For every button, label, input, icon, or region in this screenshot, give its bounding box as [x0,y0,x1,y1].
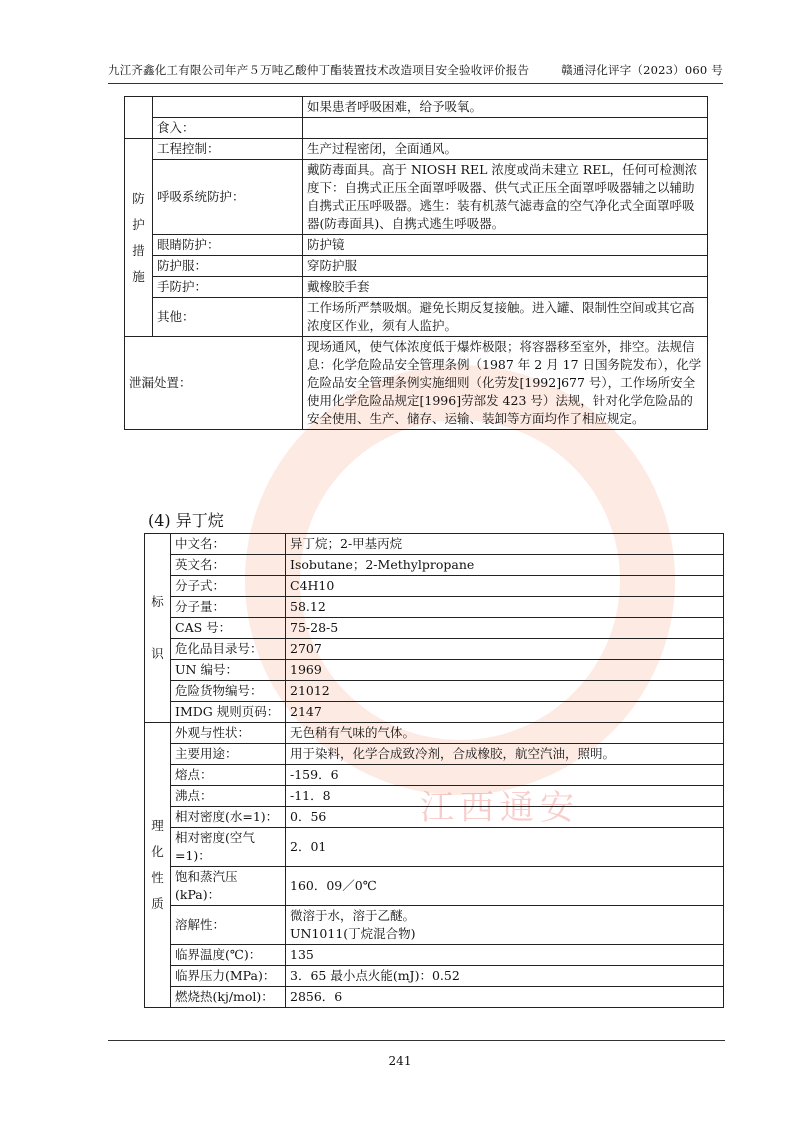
cell-label: 主要用途： [171,744,286,765]
cell-value: 2856．6 [286,987,724,1008]
solubility-note: UN1011(丁烷混合物) [290,926,416,941]
header-report-number: 赣通浔化评字（2023）060 号 [561,63,723,77]
cell-label: 食入： [153,118,303,139]
cell-label: 中文名： [171,534,286,555]
isobutane-properties-table [144,533,724,1008]
cell-label: 临界温度(℃)： [171,945,286,966]
cell-label: 泄漏处置： [125,337,303,430]
cell-label: 溶解性： [171,906,286,945]
table-row [145,639,724,660]
cell-label: 相对密度(空气=1)： [171,828,286,867]
blank-group-cell [125,97,153,139]
cell-value: 生产过程密闭，全面通风。 [303,139,708,160]
cell-label: IMDG 规则页码： [171,702,286,723]
header-title: 九江齐鑫化工有限公司年产５万吨乙酸仲丁酯装置技术改造项目安全验收评价报告 [108,63,530,77]
table-row [145,723,724,744]
table-row [145,618,724,639]
cell-label: 分子式： [171,576,286,597]
cell-value: -159．6 [286,765,724,786]
cell-label: UN 编号： [171,660,286,681]
table-row [125,298,708,337]
table-row [145,786,724,807]
solubility-text: 微溶于水，溶于乙醚。 [290,908,416,923]
table-row [145,765,724,786]
cell-value: 2147 [286,702,724,723]
table-row [145,660,724,681]
table-row [125,256,708,277]
table-row [145,555,724,576]
cell-value: 1969 [286,660,724,681]
table-row [125,118,708,139]
table-row [145,534,724,555]
page-number: 241 [388,1054,412,1068]
table-row [125,337,708,430]
cell-value: Isobutane；2-Methylpropane [286,555,724,576]
cell-value: 防护镜 [303,235,708,256]
table-row [145,906,724,945]
cell-label: 防护服： [153,256,303,277]
cell-label: 危化品目录号： [171,639,286,660]
watermark-text: 江西通安 [420,788,580,828]
cell-label: 沸点： [171,786,286,807]
cell-label: CAS 号： [171,618,286,639]
cell-value: 戴橡胶手套 [303,277,708,298]
table-row [145,867,724,906]
cell-value: 戴防毒面具。高于 NIOSH REL 浓度或尚未建立 REL，任何可检测浓度下：自携式正压全面罩呼吸器、供气式正压全面罩呼吸器辅之以辅助自携式正压呼吸器。逃生：装有机蒸气滤毒盒的空气净化式全面罩呼吸器(防毒面具)、自携式逃生呼吸器。 [303,160,708,235]
cell-label: 工程控制： [153,139,303,160]
cell-label: 饱和蒸汽压(kPa)： [171,867,286,906]
blank-label-cell [153,97,303,118]
table-row [145,681,724,702]
cell-value: 如果患者呼吸困难，给予吸氧。 [303,97,708,118]
cell-value: 135 [286,945,724,966]
cell-value: 现场通风，使气体浓度低于爆炸极限；将容器移至室外，排空。法规信息：化学危险品安全管理条例（1987 年 2 月 17 日国务院发布），化学危险品安全管理条例实施细则（化劳发[1992]677 号），工作场所安全使用化学危险品规定[1996]劳部发 423 号）法规，针对化学危险品的安全使用、生产、储存、运输、装卸等方面均作了相应规定。 [303,337,708,430]
cell-value: 异丁烷；2-甲基丙烷 [286,534,724,555]
cell-value: 用于染料，化学合成致冷剂，合成橡胶，航空汽油，照明。 [286,744,724,765]
footer-divider [108,1040,725,1041]
cell-label: 熔点： [171,765,286,786]
table-row [145,807,724,828]
table-row [145,576,724,597]
table-row [145,744,724,765]
cell-value: 21012 [286,681,724,702]
cell-value: 工作场所严禁吸烟。避免长期反复接触。进入罐、限制性空间或其它高浓度区作业，须有人监护。 [303,298,708,337]
table-row [125,139,708,160]
cell-label: 外观与性状： [171,723,286,744]
cell-label: 其他： [153,298,303,337]
ident-group-label: 标 识 [145,534,171,723]
table-row [125,160,708,235]
table-row [125,277,708,298]
page-header [108,62,723,84]
cell-label: 手防护： [153,277,303,298]
safety-measures-table [124,96,708,430]
cell-label: 分子量： [171,597,286,618]
table-row [145,966,724,987]
cell-label: 呼吸系统防护： [153,160,303,235]
cell-value: 3．65 最小点火能(mJ)：0.52 [286,966,724,987]
table-row [145,945,724,966]
cell-value [286,906,724,945]
cell-value: 160．09／0℃ [286,867,724,906]
cell-value: 2．01 [286,828,724,867]
cell-value: 2707 [286,639,724,660]
cell-label: 相对密度(水=1)： [171,807,286,828]
table-row [145,828,724,867]
cell-label: 临界压力(MPa)： [171,966,286,987]
table-row [125,97,708,118]
table-row [125,235,708,256]
cell-value: 0．56 [286,807,724,828]
table-row [145,702,724,723]
cell-value: 无色稍有气味的气体。 [286,723,724,744]
table-row [145,597,724,618]
cell-label: 燃烧热(kj/mol)： [171,987,286,1008]
table-row [145,987,724,1008]
cell-label: 眼睛防护： [153,235,303,256]
cell-label: 危险货物编号： [171,681,286,702]
protection-group-label: 防 护 措 施 [125,139,153,337]
cell-label: 英文名： [171,555,286,576]
phys-group-label: 理 化 性 质 [145,723,171,1008]
section-title: (4) 异丁烷 [148,511,224,530]
cell-value: C4H10 [286,576,724,597]
cell-value [303,118,708,139]
cell-value: 75-28-5 [286,618,724,639]
cell-value: 穿防护服 [303,256,708,277]
cell-value: -11．8 [286,786,724,807]
cell-value: 58.12 [286,597,724,618]
